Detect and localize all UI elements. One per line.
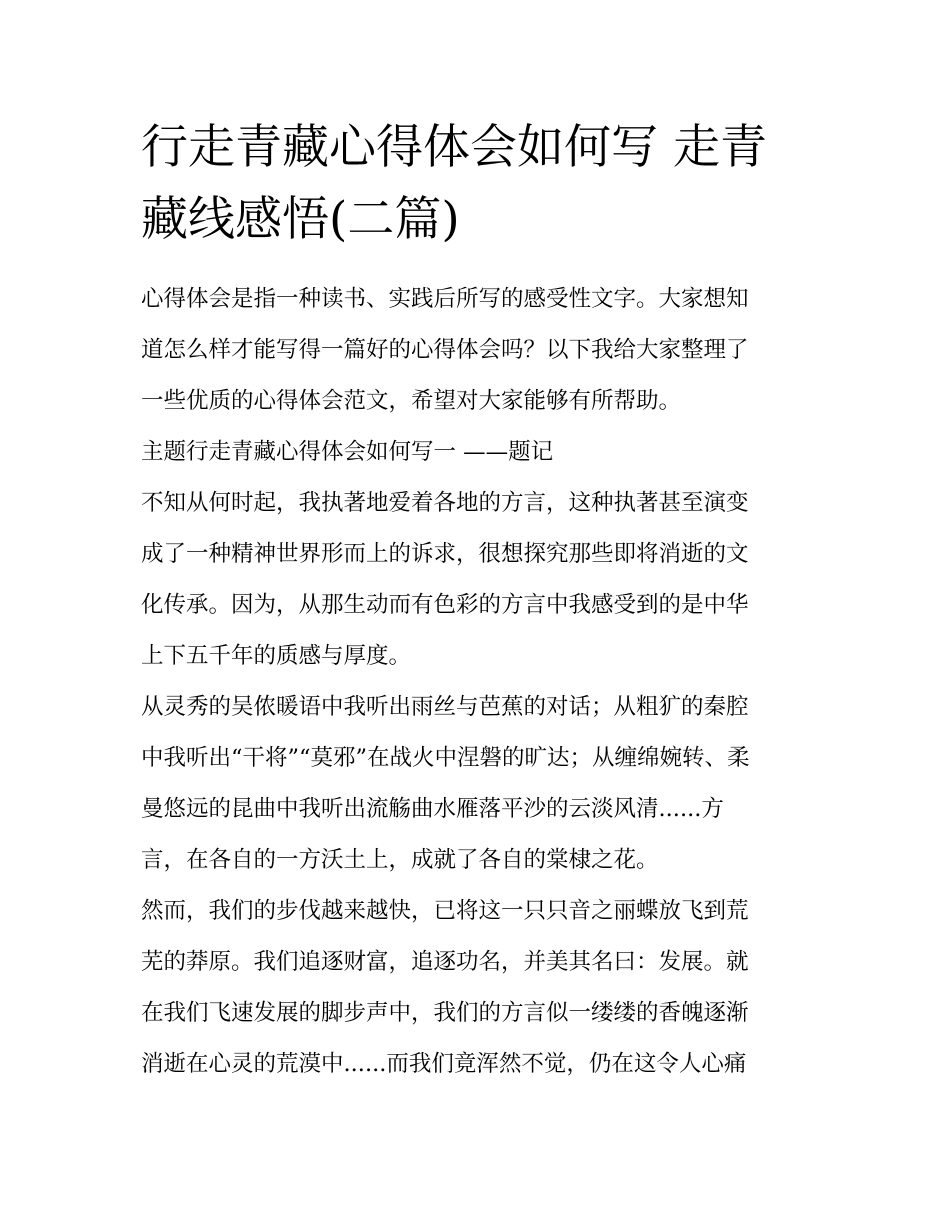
section-heading bbox=[141, 427, 813, 478]
title-line: 行走青藏心得体会如何写 走青 bbox=[141, 120, 767, 175]
intro-paragraph bbox=[141, 274, 813, 427]
document-title bbox=[141, 112, 813, 256]
paragraph-line: 化传承。因为，从那生动而有色彩的方言中我感受到的是中华 bbox=[141, 592, 749, 618]
document-content bbox=[141, 112, 813, 1090]
paragraph-line: 主题行走青藏心得体会如何写一 ——题记 bbox=[141, 439, 554, 465]
paragraph-line: 言，在各自的一方沃土上，成就了各自的棠棣之花。 bbox=[141, 847, 659, 873]
body-paragraph bbox=[141, 478, 813, 682]
paragraph-line: 从灵秀的吴侬暖语中我听出雨丝与芭蕉的对话；从粗犷的秦腔 bbox=[141, 694, 749, 720]
paragraph-line: 芜的莽原。我们追逐财富，追逐功名，并美其名曰：发展。就 bbox=[141, 949, 749, 975]
body-paragraph bbox=[141, 886, 813, 1090]
body-paragraph bbox=[141, 682, 813, 886]
paragraph-line: 然而，我们的步伐越来越快，已将这一只只音之丽蝶放飞到荒 bbox=[141, 898, 749, 924]
paragraph-line: 上下五千年的质感与厚度。 bbox=[141, 643, 412, 669]
paragraph-line: 不知从何时起，我执著地爱着各地的方言，这种执著甚至演变 bbox=[141, 490, 749, 516]
paragraph-line: 一些优质的心得体会范文，希望对大家能够有所帮助。 bbox=[141, 388, 682, 414]
paragraph-line: 在我们飞速发展的脚步声中，我们的方言似一缕缕的香魄逐渐 bbox=[141, 1000, 749, 1026]
paragraph-line: 中我听出“干将”“莫邪”在战火中涅磐的旷达；从缠绵婉转、柔 bbox=[141, 745, 750, 771]
paragraph-line: 道怎么样才能写得一篇好的心得体会吗？以下我给大家整理了 bbox=[141, 337, 749, 363]
paragraph-line: 成了一种精神世界形而上的诉求，很想探究那些即将消逝的文 bbox=[141, 541, 749, 567]
paragraph-line: 心得体会是指一种读书、实践后所写的感受性文字。大家想知 bbox=[141, 286, 749, 312]
title-line: 藏线感悟(二篇) bbox=[141, 192, 460, 247]
paragraph-line: 消逝在心灵的荒漠中......而我们竟浑然不觉，仍在这令人心痛 bbox=[141, 1051, 747, 1077]
paragraph-line: 曼悠远的昆曲中我听出流觞曲水雁落平沙的云淡风清......方 bbox=[141, 796, 724, 822]
